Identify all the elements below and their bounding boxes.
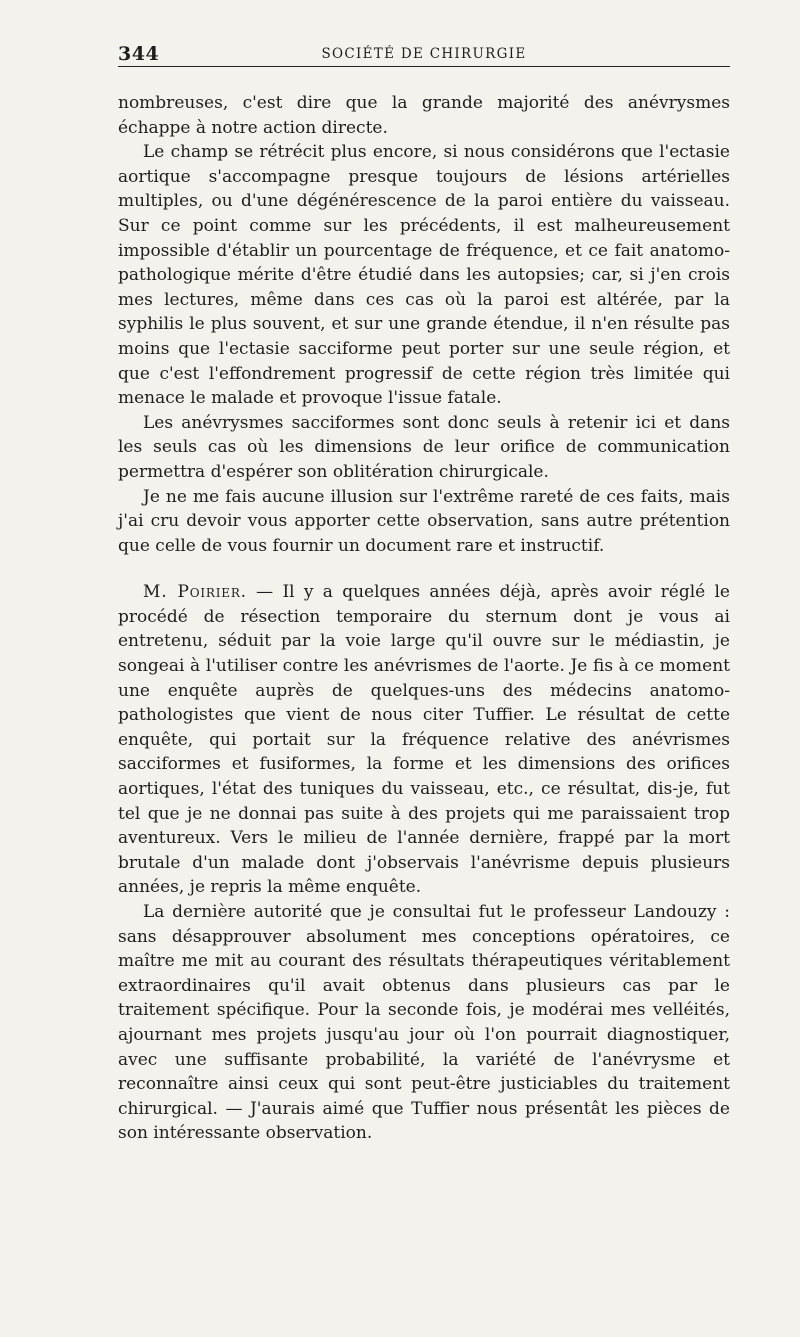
paragraph-ectasie: Le champ se rétrécit plus encore, si nous considérons que l'ectasie aortique s'accompagne presque toujours de lésions artérielles multiples, ou d'une dégénérescence de la paroi entière du vaisseau. Sur ce point comme sur les précédents, il est malheureusement impossible d'établir un pourcentage de fréquence, et ce fait anatomo-pathologique mérite d'être étudié dans les autopsies; car, si j'en crois mes lectures, même dans ces cas où la paroi est altérée, par la syphilis le plus souvent, et sur une grande étendue, il n'en résulte pas moins que l'ectasie sacciforme peut porter sur une seule région, et que c'est l'effondrement progressif de cette région très limitée qui menace le malade et provoque l'issue fatale. <box>118 142 730 409</box>
paragraph-landouzy: La dernière autorité que je consultai fut le professeur Landouzy : sans désapprouver absolument mes conceptions opératoires, ce maître me mit au courant des résultats thérapeutiques véritablement extraordinaires qu'il avait obtenus dans plusieurs cas par le traitement spécifique. Pour la seconde fois, je modérai mes velléités, ajournant mes projets jusqu'au jour où l'on pourrait diagnostiquer, avec une suffisante probabilité, la variété de l'anévrysme et reconnaître ainsi ceux qui sont peut-être justiciables du traitement chirurgical. — J'aurais aimé que Tuffier nous présentât les pièces de son intéressante observation. <box>118 902 730 1144</box>
paragraph-continuation: nombreuses, c'est dire que la grande majorité des anévrysmes échappe à notre action directe. <box>118 93 730 138</box>
paragraph-sacciformes: Les anévrysmes sacciformes sont donc seuls à retenir ici et dans les seuls cas où les dimensions de leur orifice de communication permettra d'espérer son oblitération chirurgicale. <box>118 412 730 482</box>
page <box>118 40 730 1146</box>
speaker-name: M. Poirier. <box>143 582 247 603</box>
running-title: SOCIÉTÉ DE CHIRURGIE <box>321 46 527 62</box>
body-text <box>118 91 730 1146</box>
page-header <box>118 40 730 67</box>
poirier-remarks: — Il y a quelques années déjà, après avoir réglé le procédé de résection temporaire du sternum dont je vous ai entretenu, séduit par la voie large qu'il ouvre sur le médiastin, je songeai à l'utiliser contre les anévrismes de l'aorte. Je fis à ce moment une enquête auprès de quelques-uns des médecins anatomo-pathologistes que vient de nous citer Tuffier. Le résultat de cette enquête, qui portait sur la fréquence relative des anévrismes sacciformes et fusiformes, la forme et les dimensions des orifices aortiques, l'état des tuniques du vaisseau, etc., ce résultat, dis-je, fut tel que je ne donnai pas suite à des projets qui me paraissaient trop aventureux. Vers le milieu de l'année dernière, frappé par la mort brutale d'un malade dont j'observais l'anévrisme depuis plusieurs années, je repris la même enquête. <box>118 582 730 898</box>
page-number: 344 <box>118 43 160 65</box>
paragraph-poirier <box>118 580 730 900</box>
paragraph-illusion: Je ne me fais aucune illusion sur l'extrême rareté de ces faits, mais j'ai cru devoir vous apporter cette observation, sans autre prétention que celle de vous fournir un document rare et instructif. <box>118 486 730 556</box>
